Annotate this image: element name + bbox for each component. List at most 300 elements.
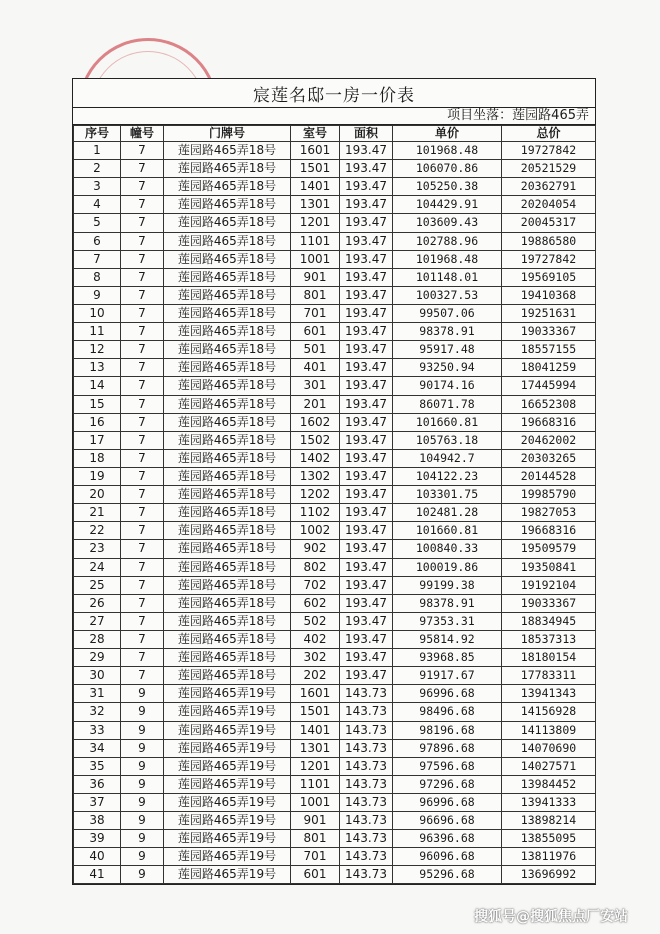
cell-address: 莲园路465弄19号: [164, 830, 291, 848]
cell-address: 莲园路465弄19号: [164, 848, 291, 866]
cell-room: 802: [291, 558, 340, 576]
cell-area: 143.73: [340, 703, 393, 721]
cell-unit-price: 97596.68: [393, 757, 502, 775]
header-total-price: 总价: [502, 126, 596, 142]
cell-area: 143.73: [340, 757, 393, 775]
cell-area: 143.73: [340, 812, 393, 830]
cell-total-price: 18041259: [502, 359, 596, 377]
cell-address: 莲园路465弄18号: [164, 250, 291, 268]
cell-total-price: 17445994: [502, 377, 596, 395]
cell-area: 193.47: [340, 467, 393, 485]
cell-address: 莲园路465弄18号: [164, 667, 291, 685]
table-row: [74, 232, 596, 250]
cell-seq: 7: [74, 250, 121, 268]
cell-seq: 12: [74, 341, 121, 359]
cell-building: 9: [121, 866, 164, 884]
cell-seq: 8: [74, 268, 121, 286]
table-row: [74, 214, 596, 232]
cell-total-price: 18834945: [502, 612, 596, 630]
cell-total-price: 13941333: [502, 793, 596, 811]
header-address: 门牌号: [164, 126, 291, 142]
cell-total-price: 19033367: [502, 323, 596, 341]
cell-unit-price: 93250.94: [393, 359, 502, 377]
table-row: [74, 431, 596, 449]
cell-room: 1101: [291, 775, 340, 793]
cell-area: 143.73: [340, 866, 393, 884]
cell-building: 7: [121, 250, 164, 268]
cell-building: 7: [121, 431, 164, 449]
cell-unit-price: 106070.86: [393, 160, 502, 178]
cell-seq: 23: [74, 540, 121, 558]
cell-address: 莲园路465弄19号: [164, 685, 291, 703]
cell-total-price: 19033367: [502, 594, 596, 612]
cell-area: 193.47: [340, 431, 393, 449]
cell-building: 7: [121, 486, 164, 504]
cell-unit-price: 104122.23: [393, 467, 502, 485]
cell-building: 7: [121, 341, 164, 359]
cell-area: 193.47: [340, 341, 393, 359]
cell-total-price: 13898214: [502, 812, 596, 830]
cell-area: 193.47: [340, 504, 393, 522]
cell-seq: 25: [74, 576, 121, 594]
source-watermark: 搜狐号@搜狐焦点厂安站: [474, 909, 628, 925]
table-row: [74, 540, 596, 558]
cell-room: 1502: [291, 431, 340, 449]
header-seq: 序号: [74, 126, 121, 142]
cell-seq: 18: [74, 449, 121, 467]
cell-building: 7: [121, 160, 164, 178]
cell-building: 9: [121, 721, 164, 739]
cell-area: 193.47: [340, 522, 393, 540]
cell-building: 7: [121, 359, 164, 377]
cell-building: 9: [121, 812, 164, 830]
cell-area: 143.73: [340, 830, 393, 848]
cell-building: 7: [121, 449, 164, 467]
cell-room: 301: [291, 377, 340, 395]
cell-room: 1402: [291, 449, 340, 467]
cell-unit-price: 98378.91: [393, 323, 502, 341]
table-row: [74, 486, 596, 504]
cell-unit-price: 103301.75: [393, 486, 502, 504]
cell-area: 193.47: [340, 612, 393, 630]
sheet-title: 宸莲名邸一房一价表: [73, 79, 595, 108]
table-row: [74, 830, 596, 848]
cell-seq: 29: [74, 649, 121, 667]
cell-total-price: 19827053: [502, 504, 596, 522]
cell-address: 莲园路465弄18号: [164, 304, 291, 322]
cell-total-price: 18537313: [502, 630, 596, 648]
cell-total-price: 13811976: [502, 848, 596, 866]
cell-total-price: 14027571: [502, 757, 596, 775]
cell-area: 143.73: [340, 685, 393, 703]
table-row: [74, 812, 596, 830]
cell-building: 7: [121, 540, 164, 558]
table-row: [74, 160, 596, 178]
cell-unit-price: 97353.31: [393, 612, 502, 630]
cell-unit-price: 97296.68: [393, 775, 502, 793]
table-row: [74, 522, 596, 540]
cell-building: 7: [121, 522, 164, 540]
cell-area: 193.47: [340, 178, 393, 196]
cell-total-price: 20144528: [502, 467, 596, 485]
cell-unit-price: 101660.81: [393, 413, 502, 431]
cell-seq: 37: [74, 793, 121, 811]
cell-total-price: 19569105: [502, 268, 596, 286]
table-row: [74, 196, 596, 214]
table-row: [74, 413, 596, 431]
cell-seq: 13: [74, 359, 121, 377]
cell-building: 7: [121, 286, 164, 304]
cell-seq: 5: [74, 214, 121, 232]
cell-area: 193.47: [340, 286, 393, 304]
cell-room: 1301: [291, 196, 340, 214]
cell-room: 302: [291, 649, 340, 667]
cell-room: 801: [291, 830, 340, 848]
table-row: [74, 268, 596, 286]
cell-address: 莲园路465弄18号: [164, 341, 291, 359]
cell-area: 193.47: [340, 196, 393, 214]
cell-seq: 32: [74, 703, 121, 721]
cell-area: 193.47: [340, 576, 393, 594]
table-row: [74, 504, 596, 522]
cell-area: 143.73: [340, 721, 393, 739]
cell-room: 601: [291, 866, 340, 884]
cell-total-price: 14156928: [502, 703, 596, 721]
cell-unit-price: 95296.68: [393, 866, 502, 884]
cell-building: 7: [121, 576, 164, 594]
cell-total-price: 13855095: [502, 830, 596, 848]
header-area: 面积: [340, 126, 393, 142]
cell-building: 9: [121, 703, 164, 721]
cell-seq: 14: [74, 377, 121, 395]
header-unit-price: 单价: [393, 126, 502, 142]
table-row: [74, 612, 596, 630]
cell-room: 1001: [291, 250, 340, 268]
cell-area: 193.47: [340, 304, 393, 322]
cell-total-price: 19985790: [502, 486, 596, 504]
cell-address: 莲园路465弄18号: [164, 449, 291, 467]
cell-room: 602: [291, 594, 340, 612]
cell-unit-price: 98496.68: [393, 703, 502, 721]
cell-unit-price: 91917.67: [393, 667, 502, 685]
cell-total-price: 13696992: [502, 866, 596, 884]
cell-total-price: 19251631: [502, 304, 596, 322]
cell-total-price: 19668316: [502, 413, 596, 431]
header-room: 室号: [291, 126, 340, 142]
cell-building: 7: [121, 649, 164, 667]
cell-total-price: 20362791: [502, 178, 596, 196]
cell-area: 193.47: [340, 323, 393, 341]
cell-unit-price: 96996.68: [393, 793, 502, 811]
cell-room: 901: [291, 268, 340, 286]
cell-seq: 39: [74, 830, 121, 848]
cell-area: 193.47: [340, 214, 393, 232]
cell-building: 9: [121, 775, 164, 793]
cell-room: 1401: [291, 721, 340, 739]
cell-seq: 9: [74, 286, 121, 304]
cell-address: 莲园路465弄19号: [164, 757, 291, 775]
cell-room: 701: [291, 304, 340, 322]
cell-address: 莲园路465弄18号: [164, 576, 291, 594]
cell-area: 143.73: [340, 775, 393, 793]
cell-unit-price: 93968.85: [393, 649, 502, 667]
cell-building: 7: [121, 377, 164, 395]
cell-room: 1001: [291, 793, 340, 811]
price-table: [73, 125, 596, 884]
cell-total-price: 16652308: [502, 395, 596, 413]
cell-seq: 10: [74, 304, 121, 322]
cell-unit-price: 100840.33: [393, 540, 502, 558]
cell-unit-price: 105250.38: [393, 178, 502, 196]
cell-room: 1002: [291, 522, 340, 540]
cell-room: 1601: [291, 685, 340, 703]
cell-building: 7: [121, 612, 164, 630]
cell-total-price: 14070690: [502, 739, 596, 757]
cell-total-price: 20045317: [502, 214, 596, 232]
cell-address: 莲园路465弄18号: [164, 649, 291, 667]
cell-address: 莲园路465弄18号: [164, 486, 291, 504]
cell-total-price: 14113809: [502, 721, 596, 739]
cell-total-price: 13941343: [502, 685, 596, 703]
cell-seq: 22: [74, 522, 121, 540]
cell-address: 莲园路465弄18号: [164, 196, 291, 214]
cell-unit-price: 95814.92: [393, 630, 502, 648]
table-row: [74, 775, 596, 793]
cell-unit-price: 104942.7: [393, 449, 502, 467]
cell-room: 1602: [291, 413, 340, 431]
cell-seq: 3: [74, 178, 121, 196]
cell-seq: 40: [74, 848, 121, 866]
cell-seq: 11: [74, 323, 121, 341]
cell-address: 莲园路465弄18号: [164, 558, 291, 576]
cell-unit-price: 99199.38: [393, 576, 502, 594]
cell-area: 143.73: [340, 848, 393, 866]
cell-building: 7: [121, 214, 164, 232]
cell-seq: 31: [74, 685, 121, 703]
table-row: [74, 685, 596, 703]
cell-area: 193.47: [340, 250, 393, 268]
cell-unit-price: 103609.43: [393, 214, 502, 232]
table-row: [74, 449, 596, 467]
cell-seq: 27: [74, 612, 121, 630]
cell-seq: 21: [74, 504, 121, 522]
cell-area: 193.47: [340, 449, 393, 467]
cell-room: 1401: [291, 178, 340, 196]
cell-unit-price: 100019.86: [393, 558, 502, 576]
cell-address: 莲园路465弄18号: [164, 377, 291, 395]
cell-unit-price: 101968.48: [393, 250, 502, 268]
cell-building: 7: [121, 594, 164, 612]
cell-seq: 2: [74, 160, 121, 178]
cell-address: 莲园路465弄19号: [164, 793, 291, 811]
cell-unit-price: 101660.81: [393, 522, 502, 540]
cell-unit-price: 96996.68: [393, 685, 502, 703]
table-row: [74, 739, 596, 757]
cell-unit-price: 97896.68: [393, 739, 502, 757]
cell-address: 莲园路465弄18号: [164, 467, 291, 485]
cell-building: 7: [121, 504, 164, 522]
cell-address: 莲园路465弄18号: [164, 268, 291, 286]
cell-building: 7: [121, 196, 164, 214]
cell-room: 702: [291, 576, 340, 594]
cell-total-price: 20462002: [502, 431, 596, 449]
cell-total-price: 19886580: [502, 232, 596, 250]
cell-room: 1601: [291, 142, 340, 160]
cell-seq: 4: [74, 196, 121, 214]
cell-building: 9: [121, 739, 164, 757]
cell-building: 7: [121, 304, 164, 322]
cell-building: 7: [121, 467, 164, 485]
cell-address: 莲园路465弄18号: [164, 178, 291, 196]
table-row: [74, 848, 596, 866]
table-row: [74, 395, 596, 413]
cell-room: 601: [291, 323, 340, 341]
cell-unit-price: 100327.53: [393, 286, 502, 304]
cell-seq: 6: [74, 232, 121, 250]
table-row: [74, 558, 596, 576]
cell-address: 莲园路465弄19号: [164, 866, 291, 884]
cell-unit-price: 96396.68: [393, 830, 502, 848]
cell-building: 9: [121, 757, 164, 775]
cell-room: 1301: [291, 739, 340, 757]
cell-room: 1101: [291, 232, 340, 250]
cell-total-price: 19509579: [502, 540, 596, 558]
cell-building: 7: [121, 323, 164, 341]
cell-seq: 30: [74, 667, 121, 685]
cell-area: 193.47: [340, 558, 393, 576]
cell-total-price: 17783311: [502, 667, 596, 685]
cell-room: 701: [291, 848, 340, 866]
cell-seq: 28: [74, 630, 121, 648]
cell-seq: 19: [74, 467, 121, 485]
cell-room: 502: [291, 612, 340, 630]
cell-address: 莲园路465弄19号: [164, 739, 291, 757]
cell-area: 193.47: [340, 232, 393, 250]
cell-seq: 41: [74, 866, 121, 884]
cell-area: 193.47: [340, 268, 393, 286]
cell-area: 193.47: [340, 359, 393, 377]
table-row: [74, 757, 596, 775]
cell-address: 莲园路465弄19号: [164, 703, 291, 721]
cell-address: 莲园路465弄18号: [164, 395, 291, 413]
header-building: 幢号: [121, 126, 164, 142]
cell-building: 7: [121, 413, 164, 431]
cell-address: 莲园路465弄18号: [164, 160, 291, 178]
cell-room: 1501: [291, 160, 340, 178]
cell-area: 193.47: [340, 377, 393, 395]
cell-address: 莲园路465弄18号: [164, 594, 291, 612]
cell-area: 143.73: [340, 739, 393, 757]
cell-building: 7: [121, 630, 164, 648]
cell-total-price: 18180154: [502, 649, 596, 667]
cell-area: 193.47: [340, 486, 393, 504]
cell-address: 莲园路465弄18号: [164, 232, 291, 250]
cell-unit-price: 102788.96: [393, 232, 502, 250]
cell-seq: 33: [74, 721, 121, 739]
cell-address: 莲园路465弄18号: [164, 522, 291, 540]
cell-seq: 16: [74, 413, 121, 431]
cell-room: 1201: [291, 757, 340, 775]
table-row: [74, 304, 596, 322]
cell-building: 9: [121, 793, 164, 811]
cell-unit-price: 90174.16: [393, 377, 502, 395]
cell-area: 193.47: [340, 630, 393, 648]
cell-room: 901: [291, 812, 340, 830]
table-row: [74, 630, 596, 648]
cell-unit-price: 86071.78: [393, 395, 502, 413]
cell-address: 莲园路465弄19号: [164, 812, 291, 830]
table-row: [74, 703, 596, 721]
cell-seq: 20: [74, 486, 121, 504]
cell-unit-price: 102481.28: [393, 504, 502, 522]
cell-address: 莲园路465弄18号: [164, 286, 291, 304]
cell-unit-price: 96696.68: [393, 812, 502, 830]
cell-address: 莲园路465弄19号: [164, 775, 291, 793]
table-row: [74, 649, 596, 667]
cell-address: 莲园路465弄18号: [164, 630, 291, 648]
table-row: [74, 377, 596, 395]
cell-building: 9: [121, 685, 164, 703]
cell-area: 193.47: [340, 667, 393, 685]
cell-unit-price: 104429.91: [393, 196, 502, 214]
cell-building: 7: [121, 268, 164, 286]
cell-total-price: 19727842: [502, 142, 596, 160]
cell-total-price: 19350841: [502, 558, 596, 576]
table-row: [74, 142, 596, 160]
project-location: 项目坐落：莲园路465弄: [73, 108, 595, 125]
table-row: [74, 576, 596, 594]
cell-address: 莲园路465弄18号: [164, 214, 291, 232]
cell-room: 401: [291, 359, 340, 377]
cell-seq: 24: [74, 558, 121, 576]
cell-area: 193.47: [340, 413, 393, 431]
table-row: [74, 341, 596, 359]
cell-area: 193.47: [340, 540, 393, 558]
cell-unit-price: 95917.48: [393, 341, 502, 359]
cell-unit-price: 99507.06: [393, 304, 502, 322]
cell-total-price: 20521529: [502, 160, 596, 178]
cell-address: 莲园路465弄18号: [164, 431, 291, 449]
cell-address: 莲园路465弄18号: [164, 540, 291, 558]
cell-unit-price: 98378.91: [393, 594, 502, 612]
cell-seq: 34: [74, 739, 121, 757]
cell-address: 莲园路465弄18号: [164, 142, 291, 160]
cell-unit-price: 105763.18: [393, 431, 502, 449]
table-row: [74, 793, 596, 811]
table-row: [74, 250, 596, 268]
cell-room: 1302: [291, 467, 340, 485]
cell-total-price: 19668316: [502, 522, 596, 540]
cell-seq: 15: [74, 395, 121, 413]
cell-seq: 26: [74, 594, 121, 612]
cell-address: 莲园路465弄18号: [164, 359, 291, 377]
cell-building: 7: [121, 178, 164, 196]
cell-room: 202: [291, 667, 340, 685]
cell-seq: 35: [74, 757, 121, 775]
cell-room: 1102: [291, 504, 340, 522]
cell-room: 801: [291, 286, 340, 304]
cell-address: 莲园路465弄18号: [164, 323, 291, 341]
cell-building: 7: [121, 395, 164, 413]
cell-unit-price: 101148.01: [393, 268, 502, 286]
cell-unit-price: 96096.68: [393, 848, 502, 866]
table-row: [74, 721, 596, 739]
cell-seq: 17: [74, 431, 121, 449]
cell-room: 501: [291, 341, 340, 359]
cell-total-price: 19192104: [502, 576, 596, 594]
table-row: [74, 178, 596, 196]
table-header-row: [74, 126, 596, 142]
